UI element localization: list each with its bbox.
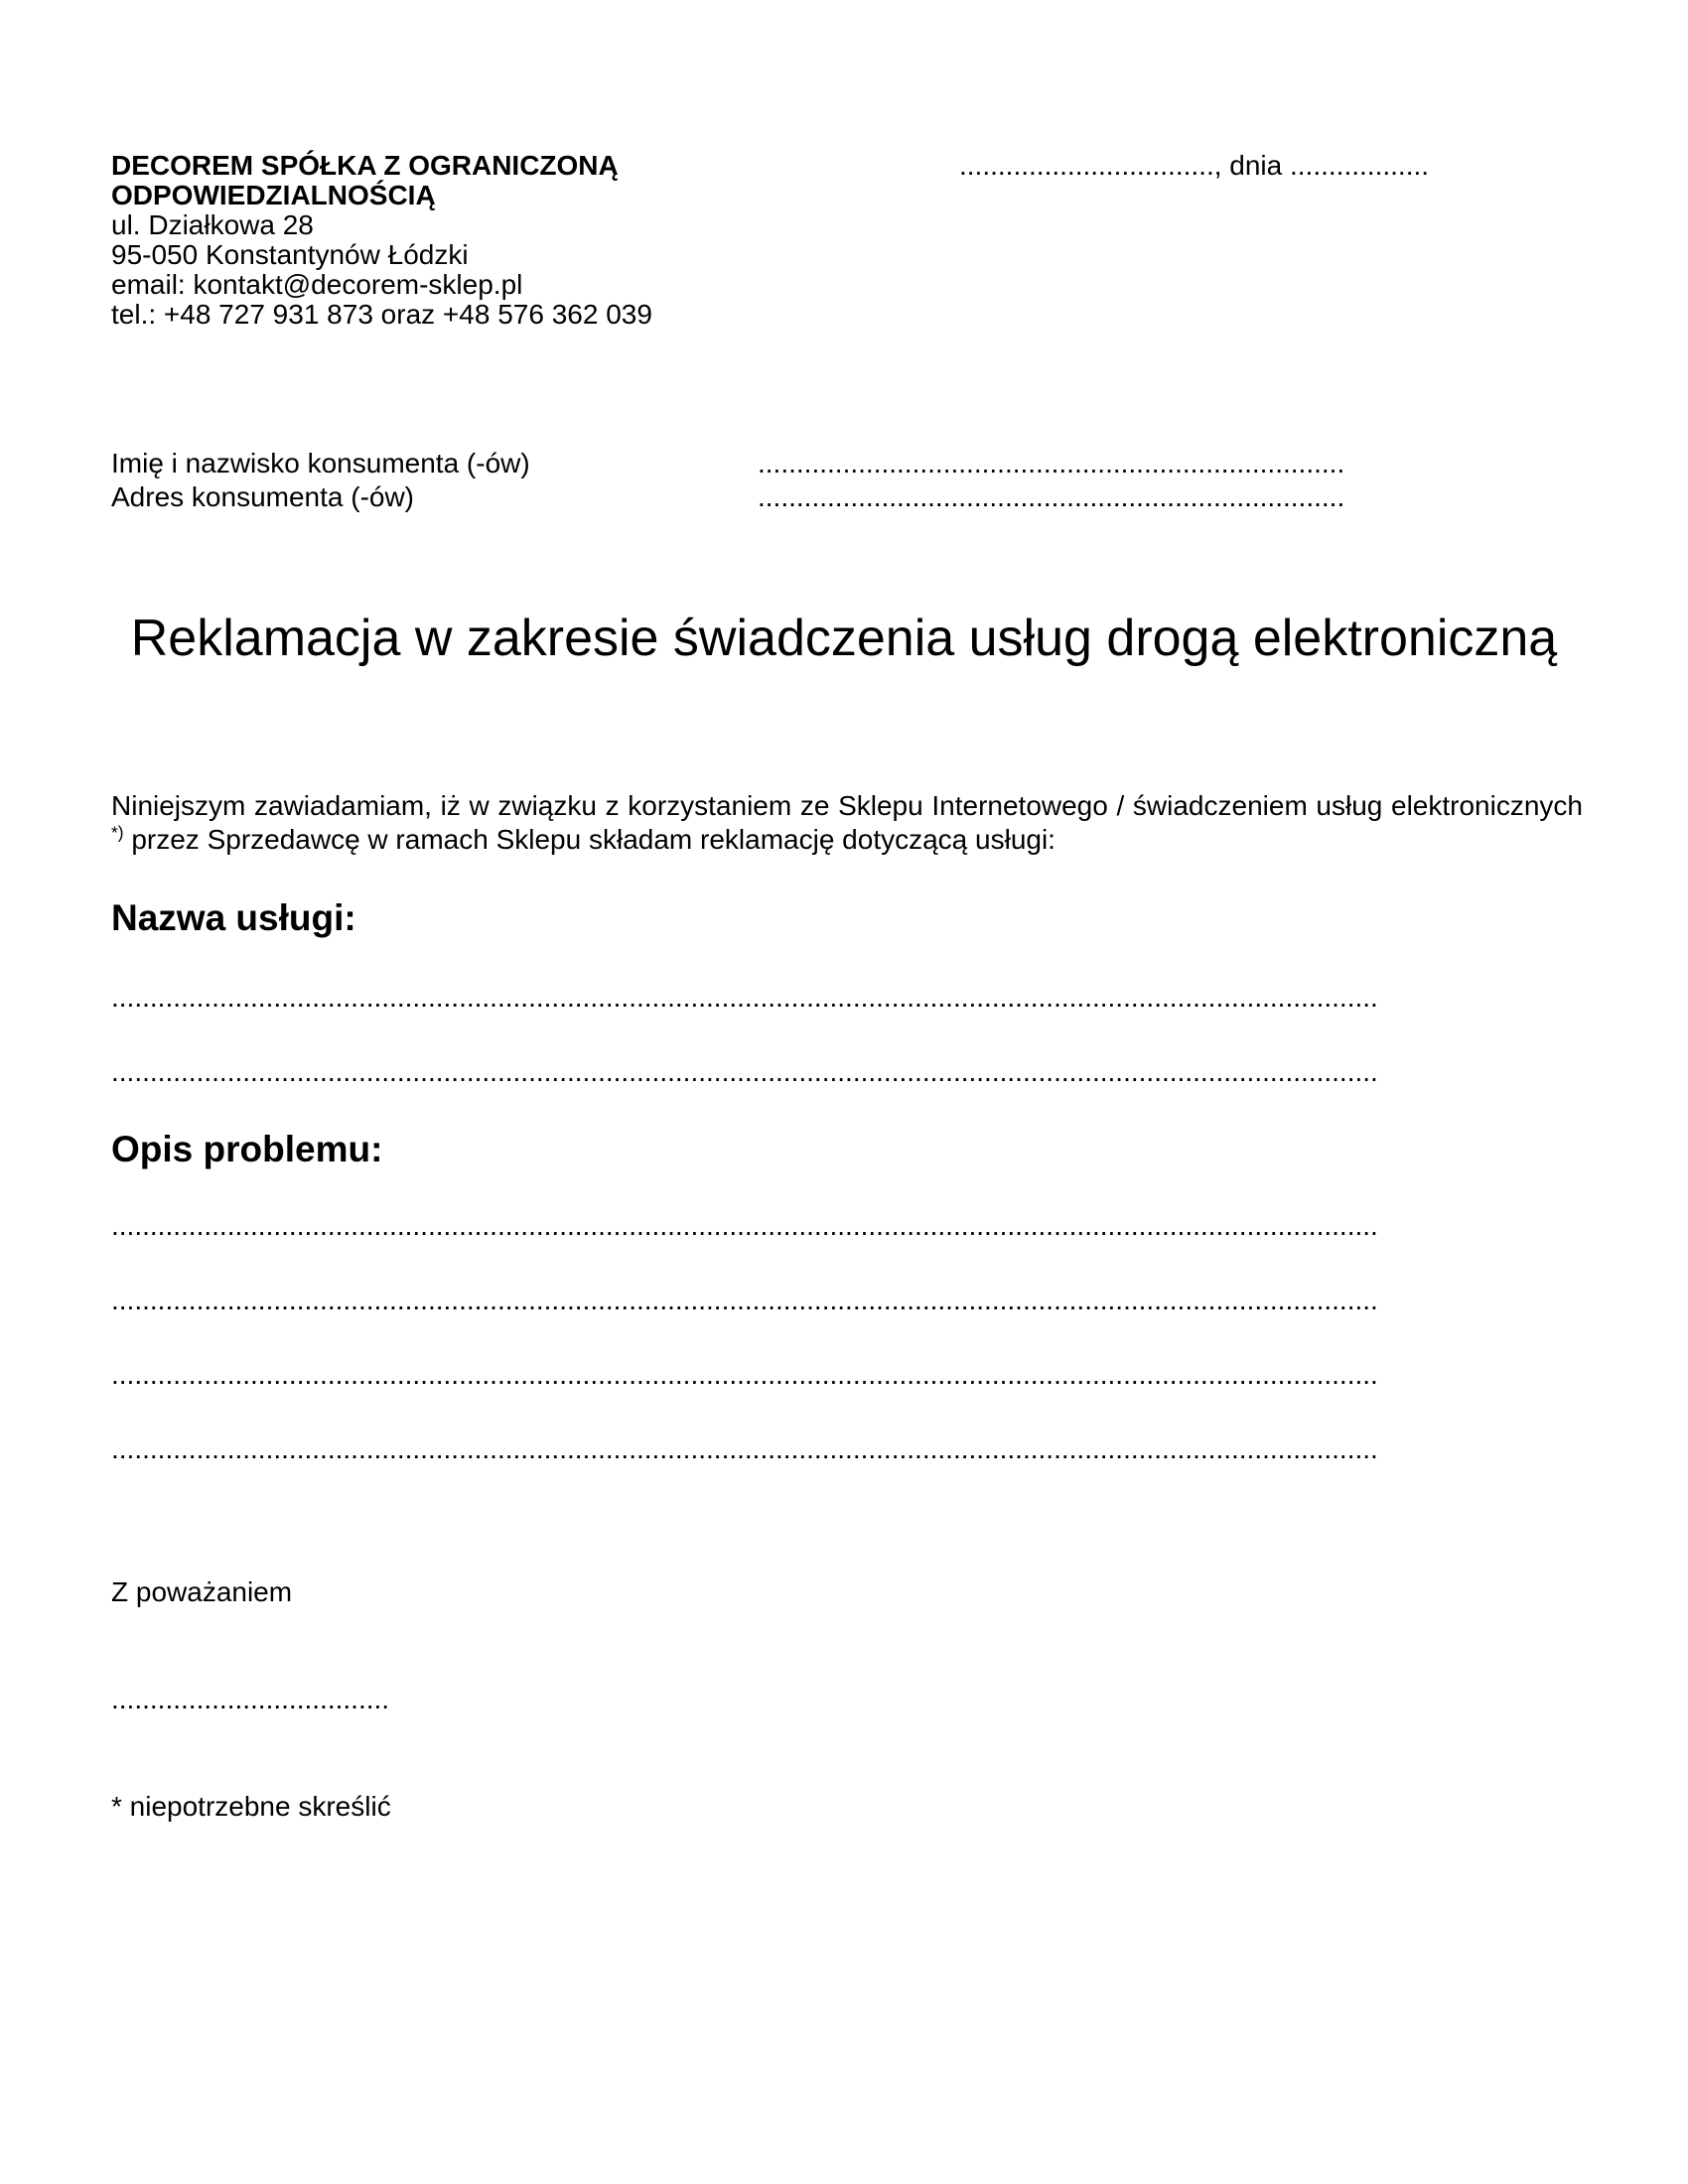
consumer-name-label: Imię i nazwisko konsumenta (-ów) bbox=[111, 448, 530, 478]
intro-line-1: Niniejszym zawiadamiam, iż w związku z korzystaniem ze Sklepu Internetowego / świadczeniem usług elektronicznych bbox=[111, 790, 1583, 821]
company-city: 95-050 Konstantynów Łódzki bbox=[111, 239, 469, 270]
problem-fill-line-1: .................................................................................................................................................................... bbox=[111, 1211, 1378, 1241]
intro-paragraph bbox=[111, 789, 1583, 857]
signature-fill-line: .................................... bbox=[111, 1684, 390, 1714]
closing-salutation: Z poważaniem bbox=[111, 1576, 293, 1607]
section-heading-problem-description: Opis problemu: bbox=[111, 1129, 383, 1169]
company-name-line-2: ODPOWIEDZIALNOŚCIĄ bbox=[111, 180, 436, 210]
date-fill-dots: .................. bbox=[1290, 150, 1430, 181]
company-street: ul. Działkowa 28 bbox=[111, 209, 314, 240]
consumer-info-block bbox=[111, 447, 1583, 514]
problem-fill-line-3: .................................................................................................................................................................... bbox=[111, 1360, 1378, 1390]
company-phone: tel.: +48 727 931 873 oraz +48 576 362 039 bbox=[111, 299, 652, 330]
consumer-address-label: Adres konsumenta (-ów) bbox=[111, 481, 415, 512]
company-email: email: kontakt@decorem-sklep.pl bbox=[111, 269, 523, 300]
company-name-line-1: DECOREM SPÓŁKA Z OGRANICZONĄ bbox=[111, 150, 619, 181]
document-title: Reklamacja w zakresie świadczenia usług drogą elektroniczną bbox=[130, 610, 1558, 667]
service-name-fill-line-2: .................................................................................................................................................................... bbox=[111, 1057, 1378, 1087]
problem-fill-line-4: .................................................................................................................................................................... bbox=[111, 1434, 1378, 1464]
company-address-block bbox=[111, 151, 652, 330]
problem-fill-line-2: .................................................................................................................................................................... bbox=[111, 1286, 1378, 1315]
section-heading-service-name: Nazwa usługi: bbox=[111, 897, 356, 938]
service-name-fill-line-1: .................................................................................................................................................................... bbox=[111, 983, 1378, 1013]
intro-line-2-text: przez Sprzedawcę w ramach Sklepu składam reklamację dotyczącą usługi: bbox=[123, 824, 1055, 855]
place-date-line bbox=[959, 151, 1429, 181]
consumer-address-row bbox=[111, 480, 1583, 514]
place-fill-dots: ................................. bbox=[959, 150, 1214, 181]
consumer-name-row bbox=[111, 447, 1583, 480]
footnote-text: * niepotrzebne skreślić bbox=[111, 1791, 391, 1822]
consumer-name-fill-dots: ............................................................................ bbox=[758, 448, 1345, 478]
date-label: , dnia bbox=[1213, 150, 1290, 181]
consumer-address-fill-dots: ............................................................................ bbox=[758, 481, 1345, 512]
intro-line-2 bbox=[111, 824, 1055, 855]
footnote-mark: *) bbox=[111, 822, 124, 843]
